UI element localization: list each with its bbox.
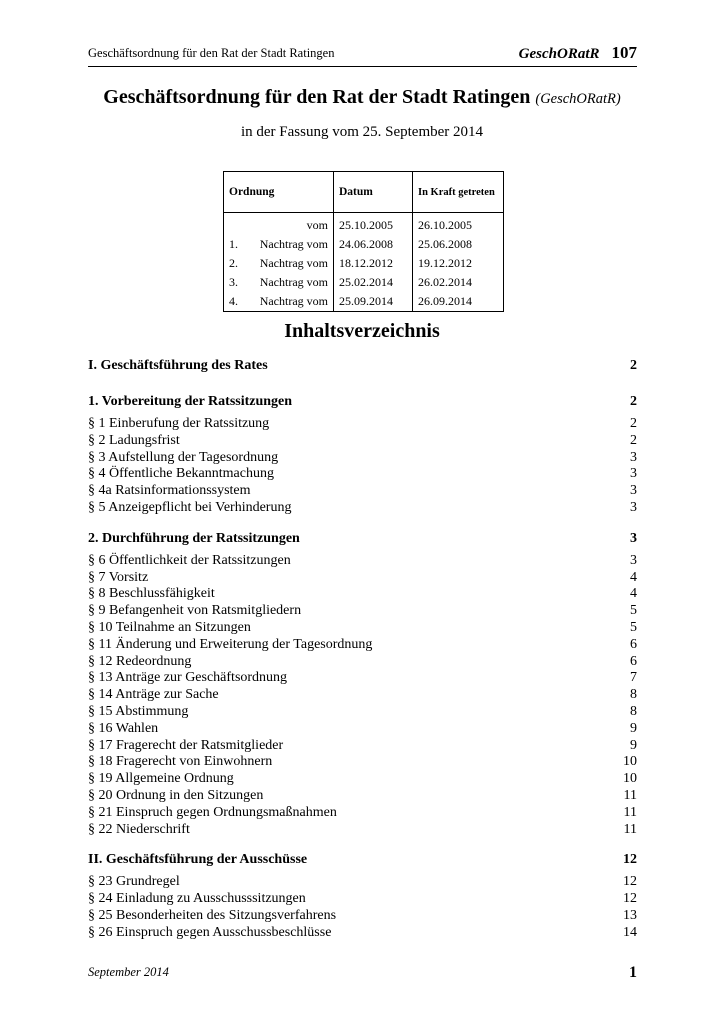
toc-section-label: 2. Durchführung der Ratssitzungen	[88, 530, 300, 546]
ordnung-cell	[224, 213, 334, 236]
in-kraft-cell: 26.09.2014	[413, 292, 504, 312]
column-header-ordnung: Ordnung	[224, 172, 334, 213]
document-title	[0, 86, 724, 109]
toc-entry-page: 11	[623, 787, 637, 803]
toc-entry	[88, 553, 637, 570]
toc-entry	[88, 805, 637, 822]
toc-entry-label: § 24 Einladung zu Ausschusssitzungen	[88, 891, 306, 907]
header-right	[519, 43, 637, 63]
toc-entry-page: 11	[623, 804, 637, 820]
toc-entry	[88, 891, 637, 908]
table-row	[224, 213, 504, 236]
toc-entry	[88, 874, 637, 891]
toc-part-heading	[88, 357, 637, 375]
toc-entry-page: 3	[630, 449, 637, 465]
toc-section-heading	[88, 530, 637, 548]
toc-entry-label: § 14 Anträge zur Sache	[88, 687, 219, 703]
toc-entry	[88, 570, 637, 587]
datum-cell: 25.10.2005	[334, 213, 413, 236]
toc-part-label: II. Geschäftsführung der Ausschüsse	[88, 852, 308, 868]
row-number: 4.	[229, 294, 238, 308]
toc-entry-page: 3	[630, 499, 637, 515]
toc-entry-page: 3	[630, 466, 637, 482]
column-header-in-kraft: In Kraft getreten	[413, 172, 504, 213]
toc-entry	[88, 603, 637, 620]
toc-entry-page: 4	[630, 569, 637, 585]
toc-entry	[88, 788, 637, 805]
header-document-title: Geschäftsordnung für den Rat der Stadt Ratingen	[88, 46, 335, 60]
toc-entry-label: § 18 Fragerecht von Einwohnern	[88, 754, 273, 770]
toc-entry	[88, 822, 637, 839]
table-row	[224, 292, 504, 312]
toc-entry	[88, 637, 637, 654]
toc-entry-label: § 7 Vorsitz	[88, 569, 149, 585]
datum-cell: 25.09.2014	[334, 292, 413, 312]
toc-entry-page: 10	[623, 771, 637, 787]
toc-part-label: I. Geschäftsführung des Rates	[88, 358, 268, 373]
row-label: Nachtrag vom	[259, 256, 328, 270]
toc-entry-page: 10	[623, 754, 637, 770]
in-kraft-cell: 26.02.2014	[413, 273, 504, 292]
toc-entry-label: § 16 Wahlen	[88, 720, 159, 736]
document-title-main: Geschäftsordnung für den Rat der Stadt Ratingen	[103, 86, 531, 108]
toc-entry-label: § 22 Niederschrift	[88, 821, 190, 837]
toc-entry-page: 14	[623, 924, 637, 940]
row-label: Nachtrag vom	[259, 275, 328, 289]
header-page-number: 107	[611, 43, 637, 62]
toc-section-heading	[88, 393, 637, 411]
toc-entry-label: § 20 Ordnung in den Sitzungen	[88, 787, 264, 803]
row-number: 3.	[229, 275, 238, 289]
table-row	[224, 273, 504, 292]
row-number: 1.	[229, 237, 238, 251]
toc-entry-label: § 3 Aufstellung der Tagesordnung	[88, 449, 279, 465]
toc-entry-page: 9	[630, 720, 637, 736]
toc-entry-page: 7	[630, 670, 637, 686]
document-title-abbreviation: (GeschORatR)	[535, 91, 621, 107]
row-number: 2.	[229, 256, 238, 270]
row-label: Nachtrag vom	[259, 237, 328, 251]
table-row	[224, 254, 504, 273]
toc-entry-page: 6	[630, 653, 637, 669]
in-kraft-cell: 25.06.2008	[413, 235, 504, 254]
document-subtitle: in der Fassung vom 25. September 2014	[240, 124, 484, 140]
toc-entry-label: § 6 Öffentlichkeit der Ratssitzungen	[88, 552, 291, 568]
toc-entry-label: § 17 Fragerecht der Ratsmitglieder	[88, 737, 284, 753]
toc-part-page: 12	[623, 852, 637, 868]
toc-entry-label: § 19 Allgemeine Ordnung	[88, 771, 234, 787]
in-kraft-cell: 26.10.2005	[413, 213, 504, 236]
table-row	[224, 235, 504, 254]
toc-entry-label: § 25 Besonderheiten des Sitzungsverfahrens	[88, 907, 337, 923]
toc-entry-label: § 9 Befangenheit von Ratsmitgliedern	[88, 603, 302, 619]
toc-entry-label: § 4 Öffentliche Bekanntmachung	[88, 466, 274, 482]
footer-date: September 2014	[88, 965, 169, 979]
toc-entry	[88, 433, 637, 450]
toc-entry	[88, 721, 637, 738]
toc-entry	[88, 450, 637, 467]
toc-entry-label: § 15 Abstimmung	[88, 703, 189, 719]
toc-entry	[88, 620, 637, 637]
toc-entry	[88, 416, 637, 433]
toc-entry	[88, 654, 637, 671]
in-kraft-cell: 19.12.2012	[413, 254, 504, 273]
toc-section-page: 2	[630, 394, 637, 409]
toc-entry-page: 2	[630, 416, 637, 431]
toc-entry	[88, 483, 637, 500]
toc-entry-page: 12	[623, 874, 637, 890]
column-header-datum: Datum	[334, 172, 413, 213]
toc-entry-label: § 5 Anzeigepflicht bei Verhinderung	[88, 499, 292, 515]
datum-cell: 24.06.2008	[334, 235, 413, 254]
toc-entry-page: 6	[630, 636, 637, 652]
toc-entry-label: § 13 Anträge zur Geschäftsordnung	[88, 670, 288, 686]
toc-entry-page: 13	[623, 907, 637, 923]
toc-entry	[88, 704, 637, 721]
toc-entry-label: § 23 Grundregel	[88, 874, 180, 890]
footer-page-number: 1	[629, 964, 637, 981]
toc-entry-page: 2	[630, 432, 637, 448]
toc-entry-label: § 21 Einspruch gegen Ordnungsmaßnahmen	[88, 804, 337, 820]
header-abbreviation: GeschORatR	[518, 46, 600, 62]
toc-entry-page: 8	[630, 687, 637, 703]
toc-entry	[88, 908, 637, 925]
toc-section-label: 1. Vorbereitung der Ratssitzungen	[88, 394, 293, 409]
toc-entry-label: § 4a Ratsinformationssystem	[88, 483, 251, 499]
datum-cell: 18.12.2012	[334, 254, 413, 273]
toc-entry-label: § 1 Einberufung der Ratssitzung	[88, 416, 270, 431]
toc-entry	[88, 738, 637, 755]
ordnung-cell	[224, 235, 334, 254]
toc-entry	[88, 500, 637, 517]
page-header	[88, 42, 637, 67]
toc-entry-label: § 26 Einspruch gegen Ausschussbeschlüsse	[88, 924, 332, 940]
toc-entry-label: § 2 Ladungsfrist	[88, 432, 180, 448]
toc-entry-page: 5	[630, 603, 637, 619]
toc-entry-page: 5	[630, 619, 637, 635]
toc-entry-page: 3	[630, 552, 637, 568]
toc-entry-page: 11	[623, 821, 637, 837]
ordnung-cell	[224, 292, 334, 312]
ordnung-cell	[224, 254, 334, 273]
toc-entry-page: 3	[630, 483, 637, 499]
toc-entry-page: 12	[623, 891, 637, 907]
row-label: vom	[306, 218, 328, 232]
toc-entry	[88, 754, 637, 771]
toc-entry	[88, 466, 637, 483]
toc-part-page: 2	[630, 358, 637, 373]
toc-entry	[88, 670, 637, 687]
version-table	[223, 171, 504, 312]
row-label: Nachtrag vom	[259, 294, 328, 308]
toc-entry	[88, 687, 637, 704]
toc-entry-page: 4	[630, 586, 637, 602]
toc-entry-label: § 8 Beschlussfähigkeit	[88, 586, 215, 602]
toc-entry-label: § 11 Änderung und Erweiterung der Tagesordnung	[88, 636, 373, 652]
toc-entry-page: 9	[630, 737, 637, 753]
ordnung-cell	[224, 273, 334, 292]
toc-heading: Inhaltsverzeichnis	[284, 320, 440, 342]
toc-entry-label: § 12 Redeordnung	[88, 653, 192, 669]
page-footer	[88, 962, 637, 982]
toc-part-heading	[88, 851, 637, 869]
toc-entry-page: 8	[630, 703, 637, 719]
datum-cell: 25.02.2014	[334, 273, 413, 292]
toc-entry	[88, 586, 637, 603]
toc-entry	[88, 925, 637, 942]
table-of-contents	[88, 357, 637, 942]
version-table-header-row	[224, 172, 504, 213]
toc-entry	[88, 771, 637, 788]
toc-entry-label: § 10 Teilnahme an Sitzungen	[88, 619, 251, 635]
toc-section-page: 3	[630, 530, 637, 546]
